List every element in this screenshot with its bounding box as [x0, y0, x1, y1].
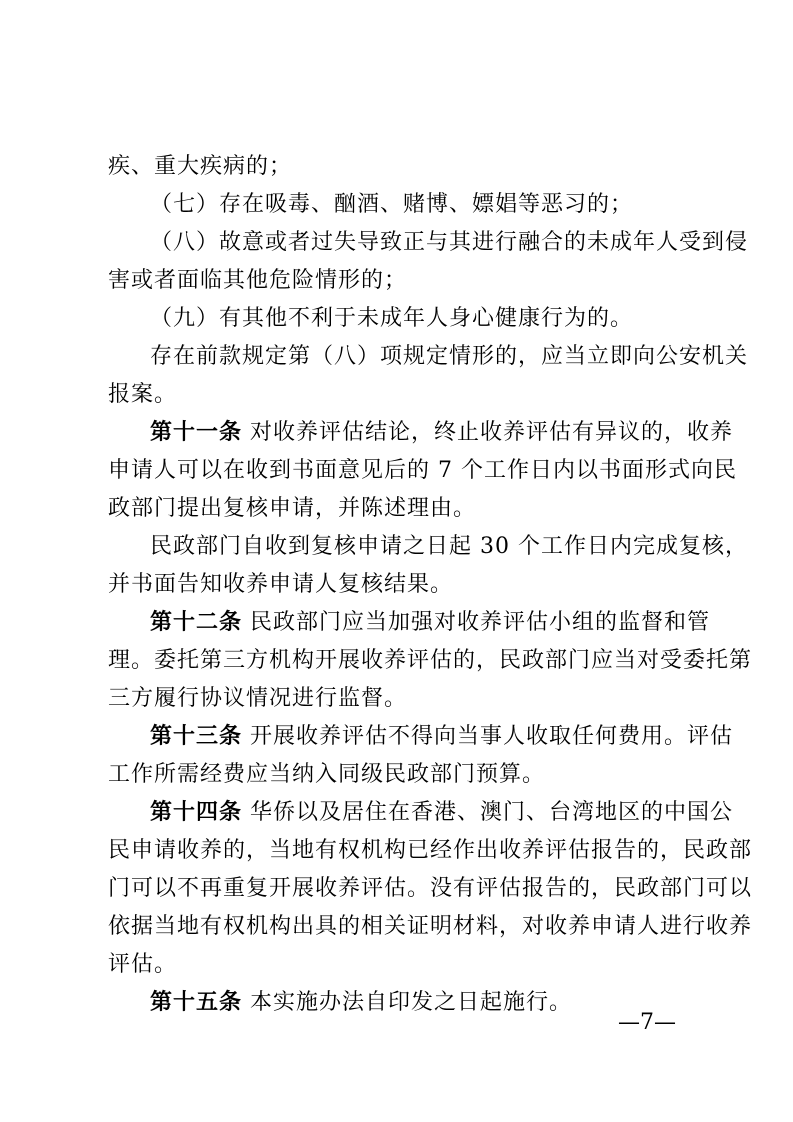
- page-number: —7—: [618, 1010, 676, 1035]
- article-heading: 第十五条: [150, 990, 243, 1015]
- text-line: 疾、重大疾病的；: [108, 154, 293, 179]
- text-line: 存在前款规定第（八）项规定情形的，应当立即向公安机关: [150, 344, 749, 369]
- article-heading: 第十二条: [150, 610, 243, 635]
- text-line: 民申请收养的，当地有权机构已经作出收养评估报告的，民政部: [108, 838, 753, 863]
- article-text: 华侨以及居住在香港、澳门、台湾地区的中国公: [250, 800, 734, 825]
- article-text: 开展收养评估不得向当事人收取任何费用。评估: [250, 724, 734, 749]
- article-heading: 第十四条: [150, 800, 243, 825]
- text-line: 申请人可以在收到书面意见后的 7 个工作日内以书面形式向民: [108, 458, 737, 483]
- article-text: 对收养评估结论，终止收养评估有异议的，收养: [250, 420, 734, 445]
- text-line: （九）有其他不利于未成年人身心健康行为的。: [150, 306, 634, 331]
- article-13-line: [150, 722, 750, 752]
- article-text: 本实施办法自印发之日起施行。: [250, 990, 573, 1015]
- text-line: 民政部门自收到复核申请之日起 30 个工作日内完成复核，: [150, 534, 748, 559]
- text-line: 依据当地有权机构出具的相关证明材料，对收养申请人进行收养: [108, 914, 753, 939]
- text-line: 报案。: [108, 382, 178, 407]
- text-line: 评估。: [108, 952, 178, 977]
- article-11-line: [150, 418, 750, 448]
- text-line: 害或者面临其他危险情形的；: [108, 268, 408, 293]
- article-heading: 第十一条: [150, 420, 243, 445]
- article-14-line: [150, 798, 750, 828]
- text-line: 政部门提出复核申请，并陈述理由。: [108, 496, 477, 521]
- text-line: （八）故意或者过失导致正与其进行融合的未成年人受到侵: [150, 230, 749, 255]
- text-line: 门可以不再重复开展收养评估。没有评估报告的，民政部门可以: [108, 876, 753, 901]
- article-heading: 第十三条: [150, 724, 243, 749]
- text-line: 三方履行协议情况进行监督。: [108, 686, 408, 711]
- text-line: 并书面告知收养申请人复核结果。: [108, 572, 454, 597]
- article-12-line: [150, 608, 750, 638]
- text-line: （七）存在吸毒、酗酒、赌博、嫖娼等恶习的；: [150, 192, 634, 217]
- text-line: 工作所需经费应当纳入同级民政部门预算。: [108, 762, 546, 787]
- text-line: 理。委托第三方机构开展收养评估的，民政部门应当对受委托第: [108, 648, 753, 673]
- article-text: 民政部门应当加强对收养评估小组的监督和管: [250, 610, 711, 635]
